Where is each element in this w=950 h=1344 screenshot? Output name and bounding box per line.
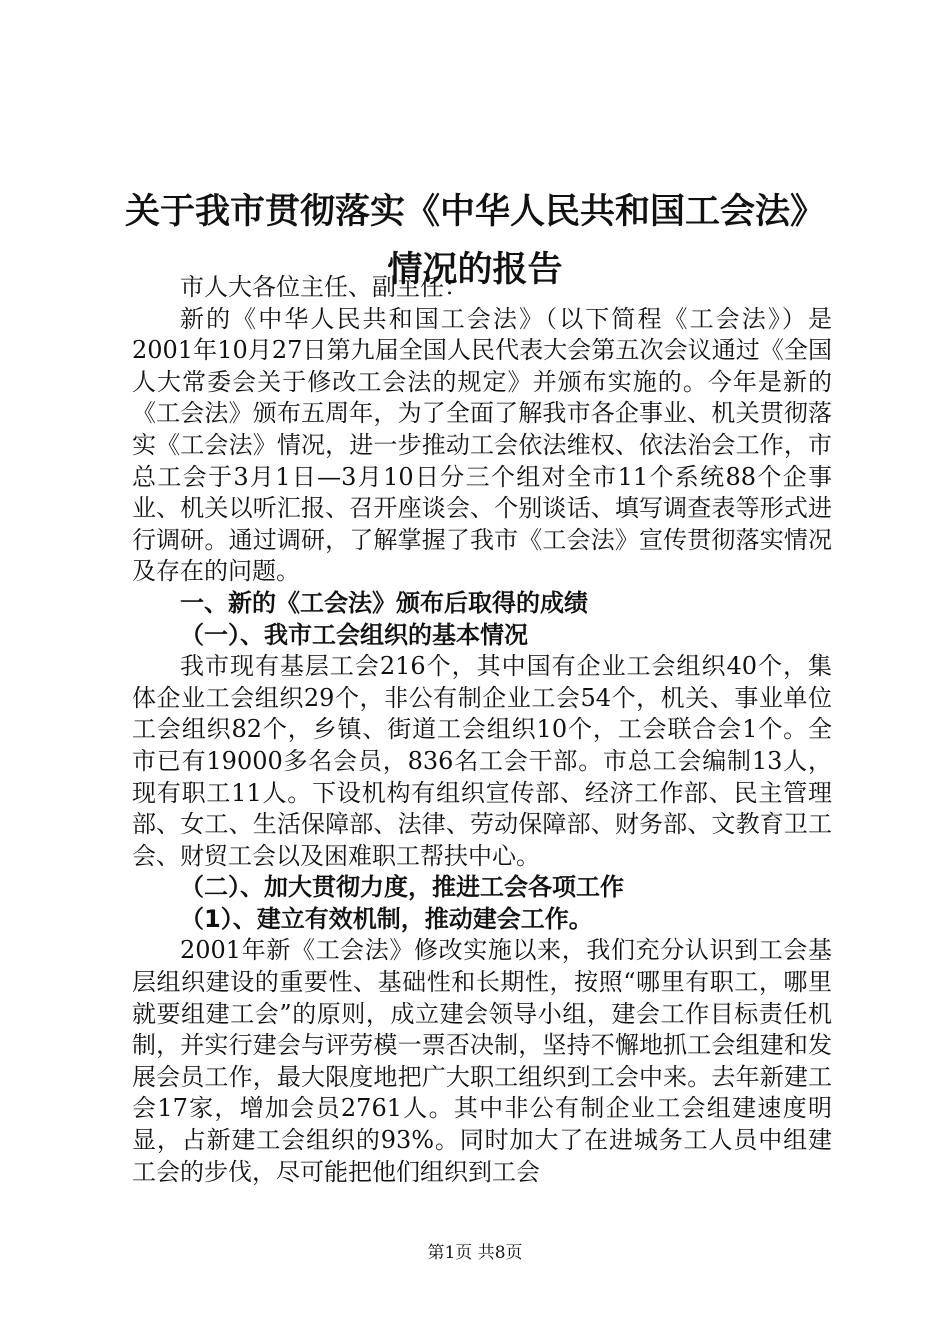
document-title-line-2: 情况的报告 bbox=[387, 250, 563, 290]
subsection-heading-1: （一）、我市工会组织的基本情况 bbox=[180, 620, 528, 649]
basic-situation-paragraph: 我市现有基层工会216个，其中国有企业工会组织40个，集体企业工会组织29个，非公有制企业工会54个，机关、事业单位工会组织82个，乡镇、街道工会组织10个，工会联合会1个。全市已有19000多名会员，836名工会干部。市总工会编制13人，现有职工11人。下设机构有组织宣传部、经济工作部、民主管理部、女工、生活保障部、法律、劳动保障部、财务部、文教育卫工会、财贸工会以及困难职工帮扶中心。 bbox=[132, 652, 832, 870]
section-heading-1: 一、新的《工会法》颁布后取得的成绩 bbox=[180, 588, 588, 617]
document-body bbox=[132, 272, 832, 1188]
salutation: 市人大各位主任、副主任： bbox=[180, 273, 468, 301]
subsection-heading-2: （二）、加大贯彻力度，推进工会各项工作 bbox=[180, 873, 624, 902]
page-number-footer: 第1页 共8页 bbox=[427, 1243, 523, 1263]
intro-paragraph: 新的《中华人民共和国工会法》（以下简程《工会法》）是2001年10月27日第九届全国人民代表大会第五次会议通过《全国人大常委会关于修改工会法的规定》并颁布实施的。今年是新的《工会法》颁布五周年，为了全面了解我市各企事业、机关贯彻落实《工会法》情况，进一步推动工会依法维权、依法治会工作，市总工会于3月1日—3月10日分三个组对全市11个系统88个企事业、机关以听汇报、召开座谈会、个别谈话、填写调查表等形式进行调研。通过调研，了解掌握了我市《工会法》宣传贯彻落实情况及存在的问题。 bbox=[132, 304, 832, 586]
mechanism-paragraph: 2001年新《工会法》修改实施以来，我们充分认识到工会基层组织建设的重要性、基础性和长期性，按照“哪里有职工，哪里就要组建工会”的原则，成立建会领导小组，建会工作目标责任机制，并实行建会与评劳模一票否决制，坚持不懈地抓工会组建和发展会员工作，最大限度地把广大职工组织到工会中来。去年新建工会17家，增加会员2761人。其中非公有制企业工会组建速度明显，占新建工会组织的93%。同时加大了在进城务工人员中组建工会的步伐，尽可能把他们组织到工会 bbox=[132, 936, 832, 1186]
document-title-line-1: 关于我市贯彻落实《中华人民共和国工会法》 bbox=[124, 192, 825, 232]
item-heading-1: （1）、建立有效机制，推动建会工作。 bbox=[180, 904, 593, 933]
